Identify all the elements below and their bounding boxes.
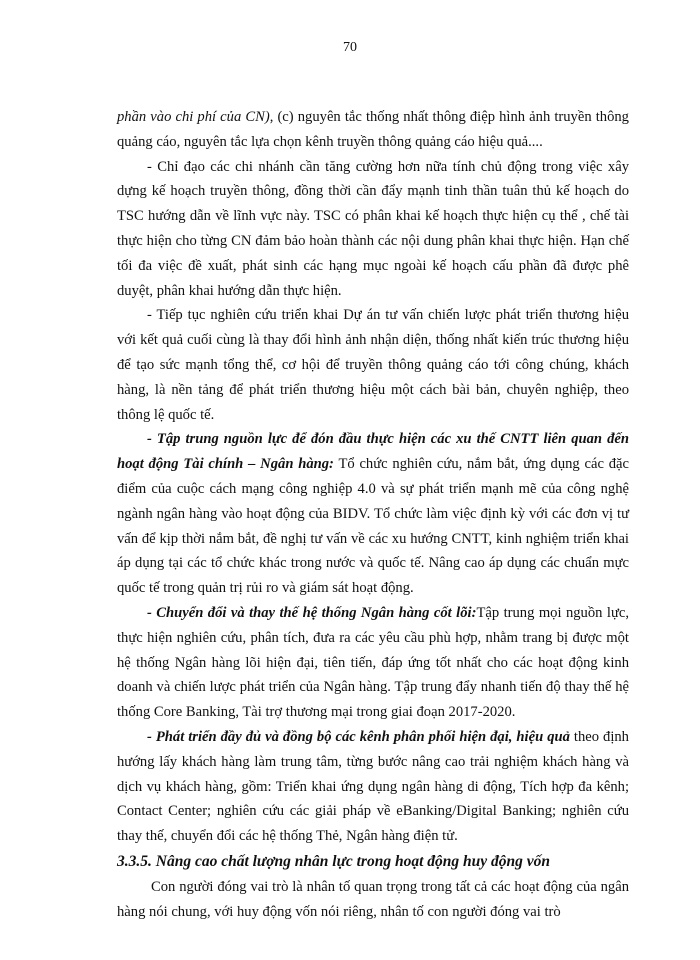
paragraph-text: theo định hướng lấy khách hàng làm trung tâm, từng bước nâng cao trải nghiệm khách hàng và dịch vụ khách hàng, gồm: Triển khai ứng dụng ngân hàng di động, Tích hợp đa kênh; Contact Center; nghiên cứu các giải pháp về eBanking/Digital Banking; nghiên cứu thay thế, chuyển đổi các hệ thống Thẻ, Ngân hàng điện tử. — [117, 728, 629, 845]
paragraph — [117, 155, 629, 304]
paragraph — [117, 303, 629, 427]
italic-lead: phần vào chi phí của CN) — [117, 109, 270, 125]
paragraph-text: Tập trung mọi nguồn lực, thực hiện nghiên cứu, phân tích, đưa ra các yêu cầu phù hợp, nhằm trang bị được một hệ thống Ngân hàng lõi hiện đại, tiên tiến, đáp ứng tốt nhất cho các hoạt động kinh doanh và chiến lược phát triển của Ngân hàng. Tập trung đẩy nhanh tiến độ thay thế hệ thống Core Banking, Tài trợ thương mại trong giai đoạn 2017-2020. — [117, 604, 629, 721]
bold-lead: - Chuyển đổi và thay thế hệ thống Ngân hàng cốt lõi: — [147, 604, 477, 621]
section-heading: 3.3.5. Nâng cao chất lượng nhân lực trong hoạt động huy động vốn — [117, 852, 550, 870]
paragraph — [117, 427, 629, 601]
document-body — [117, 105, 629, 925]
paragraph — [117, 725, 629, 849]
bold-lead: - Tập trung nguồn lực để đón đầu thực hiện các xu thế CNTT liên quan đến hoạt động Tài chính – Ngân hàng: — [117, 431, 629, 473]
bold-lead: - Phát triển đầy đủ và đồng bộ các kênh phân phối hiện đại, hiệu quả — [147, 728, 570, 745]
page-number: 70 — [343, 40, 357, 55]
paragraph-text: Tổ chức nghiên cứu, nắm bắt, ứng dụng các đặc điểm của cuộc cách mạng công nghiệp 4.0 và sự phát triển mạnh mẽ của công nghệ ngành ngân hàng vào hoạt động của BIDV. Tổ chức làm việc định kỳ với các đơn vị tư vấn để kịp thời nắm bắt, đề nghị tư vấn về các xu hướng CNTT, kinh nghiệm triển khai áp dụng tại các tổ chức khác trong nước và quốc tế. Nâng cao áp dụng các chuẩn mực quốc tế trong quản trị rủi ro và giám sát hoạt động. — [117, 456, 630, 597]
paragraph — [117, 105, 629, 155]
paragraph-text: - Tiếp tục nghiên cứu triển khai Dự án tư vấn chiến lược phát triển thương hiệu với kết quả cuối cùng là thay đổi hình ảnh nhận diện, thống nhất kiến trúc thương hiệu để tạo sức mạnh tổng thể, cơ hội để truyền thông quảng cáo tới công chúng, khách hàng, là nền tảng để phát triển thương hiệu một cách bài bản, chuyên nghiệp, theo thông lệ quốc tế. — [117, 307, 629, 423]
paragraph — [117, 875, 629, 925]
paragraph-text: Con người đóng vai trò là nhân tố quan trọng trong tất cả các hoạt động của ngân hàng nói chung, với huy động vốn nói riêng, nhân tố con người đóng vai trò — [117, 878, 629, 920]
paragraph-text: , (c) nguyên tắc thống nhất thông điệp hình ảnh truyền thông quảng cáo, nguyên tắc lựa chọn kênh truyền thông quảng cáo hiệu quả.... — [117, 109, 629, 150]
paragraph-text: - Chỉ đạo các chi nhánh cần tăng cường hơn nữa tính chủ động trong việc xây dựng kế hoạch truyền thông, đồng thời cần đẩy mạnh tinh thần tuân thủ kế hoạch do TSC hướng dẫn về lĩnh vực này. TSC có phân khai kế hoạch thực hiện cụ thể , chế tài thực hiện cho từng CN đảm bảo hoàn thành các nội dung phân khai thực hiện. Hạn chế tối đa việc đề xuất, phát sinh các hạng mục ngoài kế hoạch cấu phần đã được phê duyệt, phân khai hướng dẫn thực hiện. — [117, 158, 629, 299]
paragraph — [117, 601, 629, 725]
